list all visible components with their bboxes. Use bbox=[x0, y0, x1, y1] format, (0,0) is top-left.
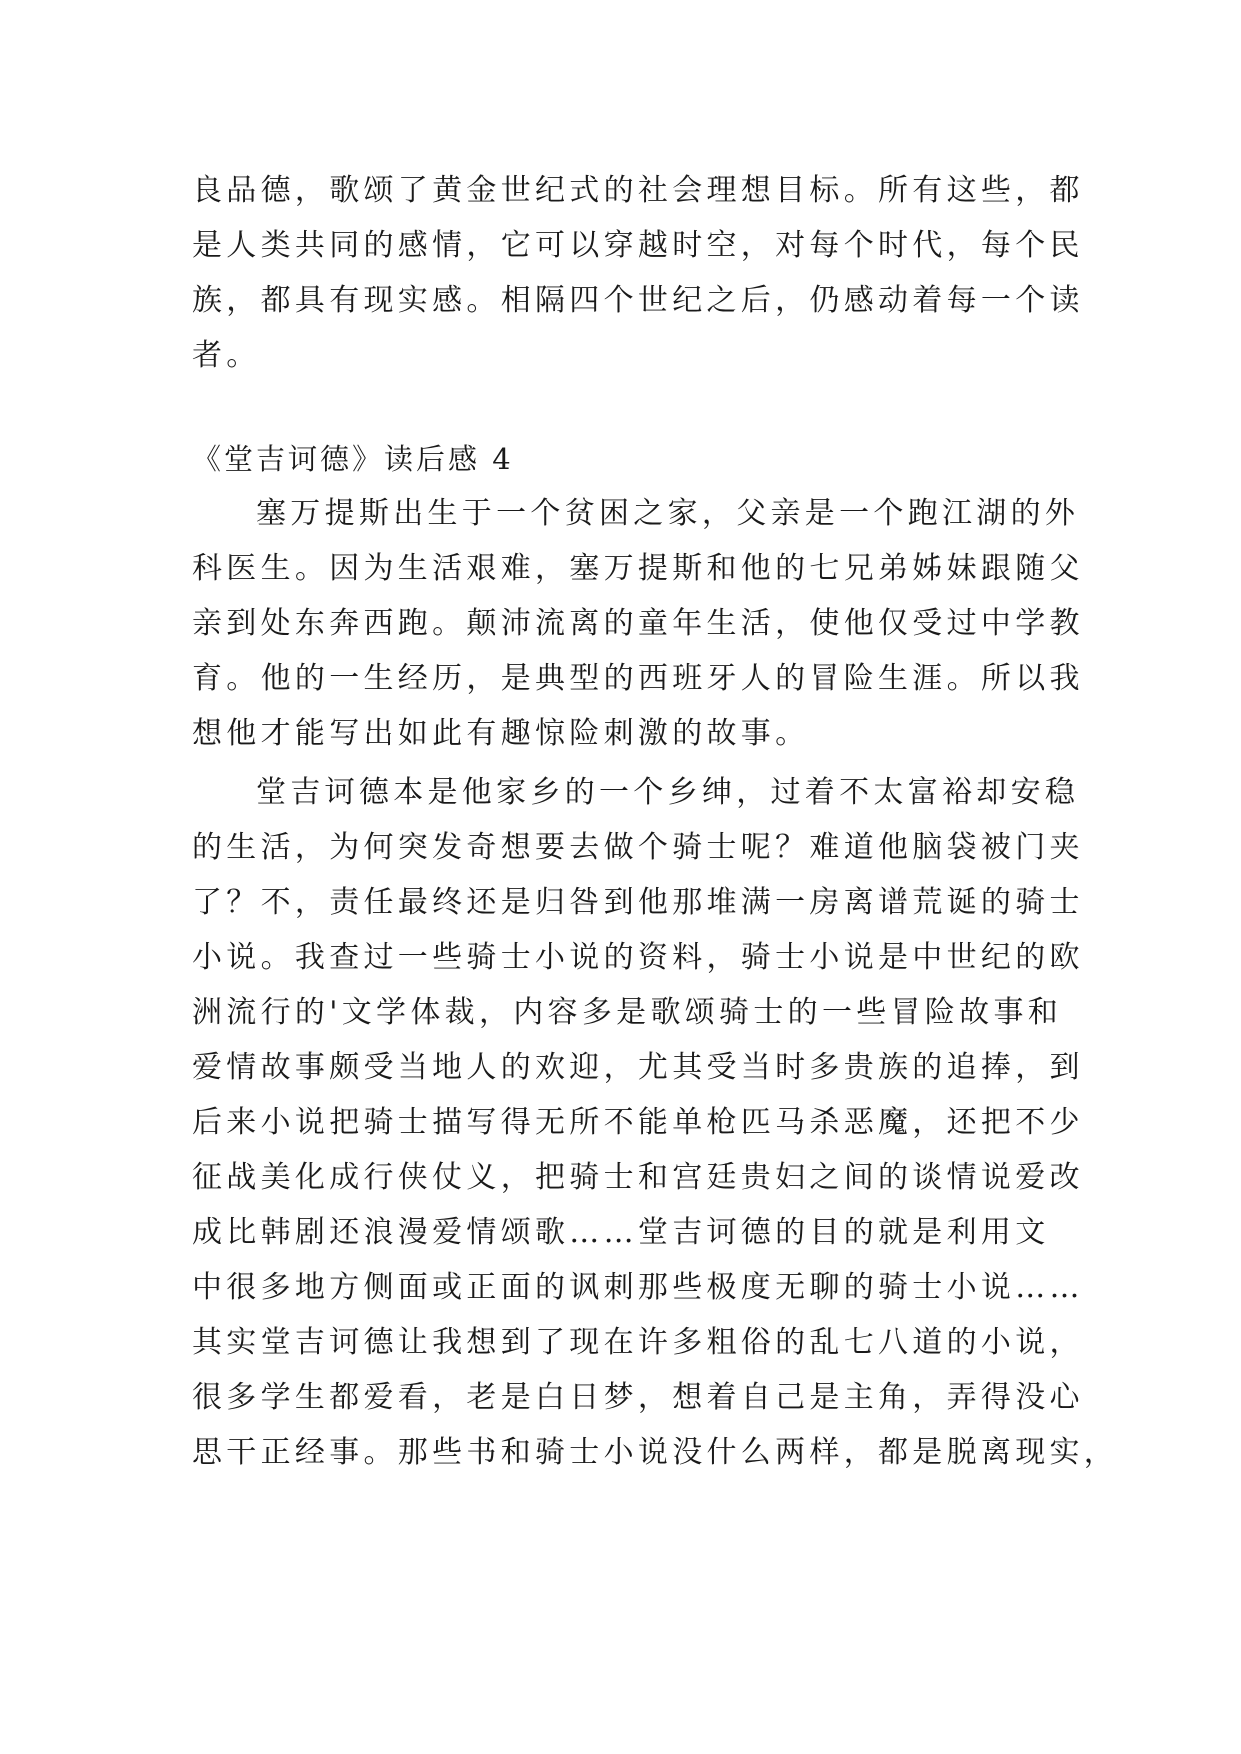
intro-line-2: 是人类共同的感情，它可以穿越时空，对每个时代，每个民 bbox=[192, 228, 1084, 263]
intro-line-3: 族，都具有现实感。相隔四个世纪之后，仍感动着每一个读 bbox=[192, 283, 1084, 318]
paragraph2-line-9: 成比韩剧还浪漫爱情颂歌……堂吉诃德的目的就是利用文 bbox=[192, 1215, 1050, 1250]
paragraph2-line-8: 征战美化成行侠仗义，把骑士和宫廷贵妇之间的谈情说爱改 bbox=[192, 1160, 1084, 1195]
intro-line-4: 者。 bbox=[192, 338, 261, 373]
paragraph2-line-2: 的生活，为何突发奇想要去做个骑士呢？难道他脑袋被门夹 bbox=[192, 830, 1084, 865]
paragraph1-line-3: 亲到处东奔西跑。颠沛流离的童年生活，使他仅受过中学教 bbox=[192, 606, 1084, 641]
paragraph2-line-10: 中很多地方侧面或正面的讽刺那些极度无聊的骑士小说…… bbox=[192, 1270, 1084, 1305]
paragraph1-line-5: 想他才能写出如此有趣惊险刺激的故事。 bbox=[192, 716, 810, 751]
paragraph1-line-1: 塞万提斯出生于一个贫困之家，父亲是一个跑江湖的外 bbox=[256, 496, 1080, 531]
paragraph1-line-2: 科医生。因为生活艰难，塞万提斯和他的七兄弟姊妹跟随父 bbox=[192, 551, 1084, 586]
paragraph2-line-6: 爱情故事颇受当地人的欢迎，尤其受当时多贵族的追捧，到 bbox=[192, 1050, 1084, 1085]
paragraph1-line-4: 育。他的一生经历，是典型的西班牙人的冒险生涯。所以我 bbox=[192, 661, 1084, 696]
paragraph2-line-1: 堂吉诃德本是他家乡的一个乡绅，过着不太富裕却安稳 bbox=[256, 775, 1080, 810]
paragraph2-line-4: 小说。我查过一些骑士小说的资料，骑士小说是中世纪的欧 bbox=[192, 940, 1084, 975]
paragraph2-line-5: 洲流行的'文学体裁，内容多是歌颂骑士的一些冒险故事和 bbox=[192, 995, 1063, 1030]
intro-line-1: 良品德，歌颂了黄金世纪式的社会理想目标。所有这些，都 bbox=[192, 173, 1084, 208]
paragraph2-line-12: 很多学生都爱看，老是白日梦，想着自己是主角，弄得没心 bbox=[192, 1380, 1084, 1415]
paragraph2-line-13: 思干正经事。那些书和骑士小说没什么两样，都是脱离现实， bbox=[192, 1435, 1119, 1470]
section-heading: 《堂吉诃德》读后感 4 bbox=[192, 442, 514, 476]
paragraph2-line-7: 后来小说把骑士描写得无所不能单枪匹马杀恶魔，还把不少 bbox=[192, 1105, 1084, 1140]
paragraph2-line-11: 其实堂吉诃德让我想到了现在许多粗俗的乱七八道的小说， bbox=[192, 1325, 1084, 1360]
paragraph2-line-3: 了？不，责任最终还是归咎到他那堆满一房离谱荒诞的骑士 bbox=[192, 885, 1084, 920]
